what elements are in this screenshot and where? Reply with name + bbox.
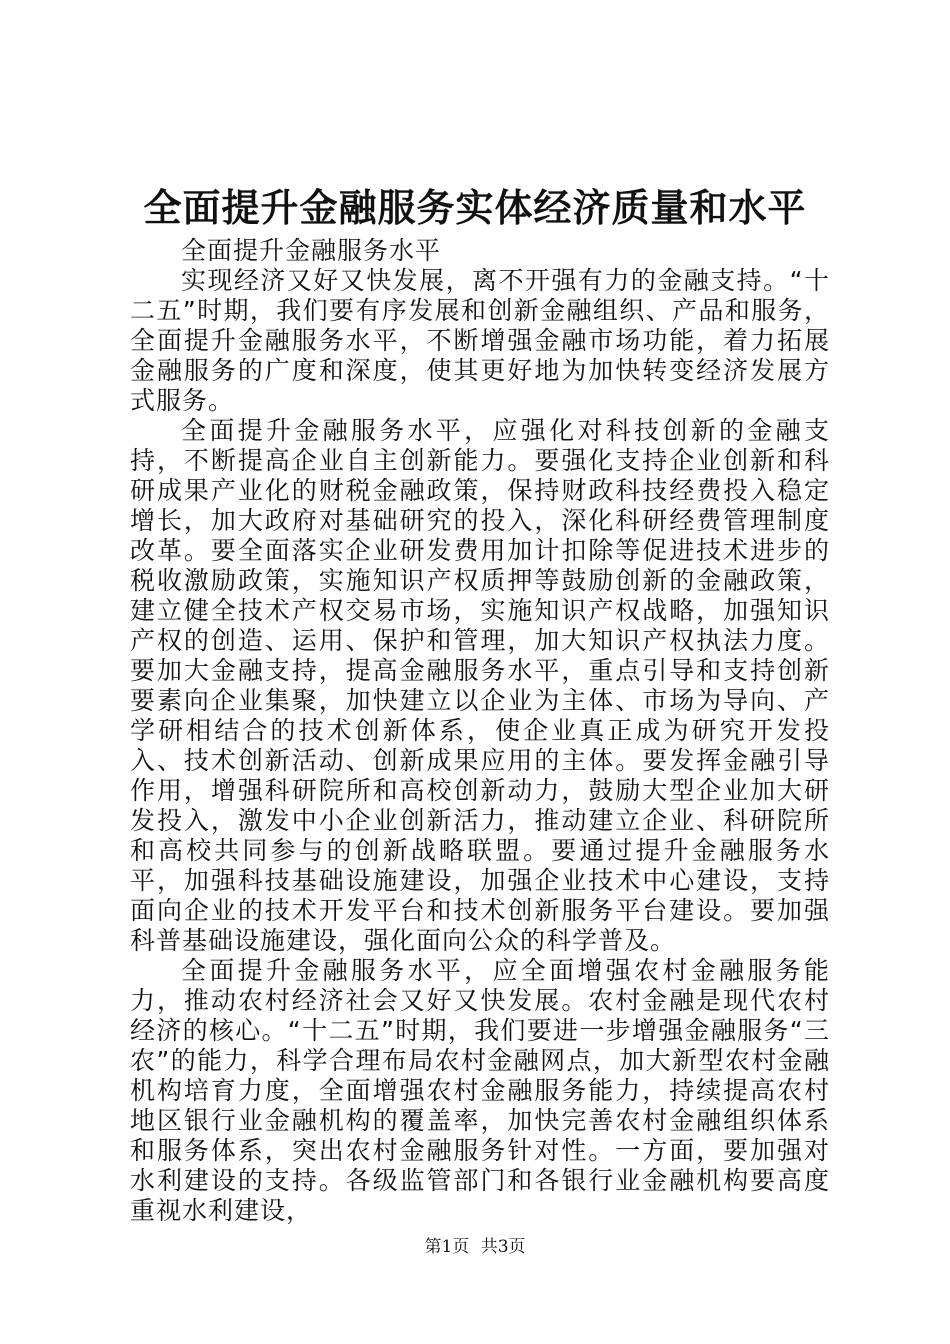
page-total: 共3页: [480, 1237, 526, 1257]
document-subtitle: 全面提升金融服务水平: [181, 236, 442, 265]
document-body: [130, 236, 830, 1226]
document-title: 全面提升金融服务实体经济质量和水平: [143, 185, 807, 230]
page-footer: [0, 1236, 950, 1258]
page-number: 第1页: [424, 1237, 470, 1257]
paragraph: 全面提升金融服务水平，应全面增强农村金融服务能力，推动农村经济社会又好又快发展。农村金融是现代农村经济的核心。“十二五”时期，我们要进一步增强金融服务“三农”的能力，科学合理布局农村金融网点，加大新型农村金融机构培育力度，全面增强农村金融服务能力，持续提高农村地区银行业金融机构的覆盖率，加快完善农村金融组织体系和服务体系，突出农村金融服务针对性。一方面，要加强对水利建设的支持。各级监管部门和各银行业金融机构要高度重视水利建设，: [130, 956, 830, 1225]
paragraph: 全面提升金融服务水平，应强化对科技创新的金融支持，不断提高企业自主创新能力。要强化支持企业创新和科研成果产业化的财税金融政策，保持财政科技经费投入稳定增长，加大政府对基础研究的投入，深化科研经费管理制度改革。要全面落实企业研发费用加计扣除等促进技术进步的税收激励政策，实施知识产权质押等鼓励创新的金融政策，建立健全技术产权交易市场，实施知识产权战略，加强知识产权的创造、运用、保护和管理，加大知识产权执法力度。要加大金融支持，提高金融服务水平，重点引导和支持创新要素向企业集聚，加快建立以企业为主体、市场为导向、产学研相结合的技术创新体系，使企业真正成为研究开发投入、技术创新活动、创新成果应用的主体。要发挥金融引导作用，增强科研院所和高校创新动力，鼓励大型企业加大研发投入，激发中小企业创新活力，推动建立企业、科研院所和高校共同参与的创新战略联盟。要通过提升金融服务水平，加强科技基础设施建设，加强企业技术中心建设，支持面向企业的技术开发平台和技术创新服务平台建设。要加强科普基础设施建设，强化面向公众的科学普及。: [130, 416, 830, 955]
paragraph: 实现经济又好又快发展，离不开强有力的金融支持。“十二五”时期，我们要有序发展和创新金融组织、产品和服务，全面提升金融服务水平，不断增强金融市场功能，着力拓展金融服务的广度和深度，使其更好地为加快转变经济发展方式服务。: [130, 266, 830, 415]
